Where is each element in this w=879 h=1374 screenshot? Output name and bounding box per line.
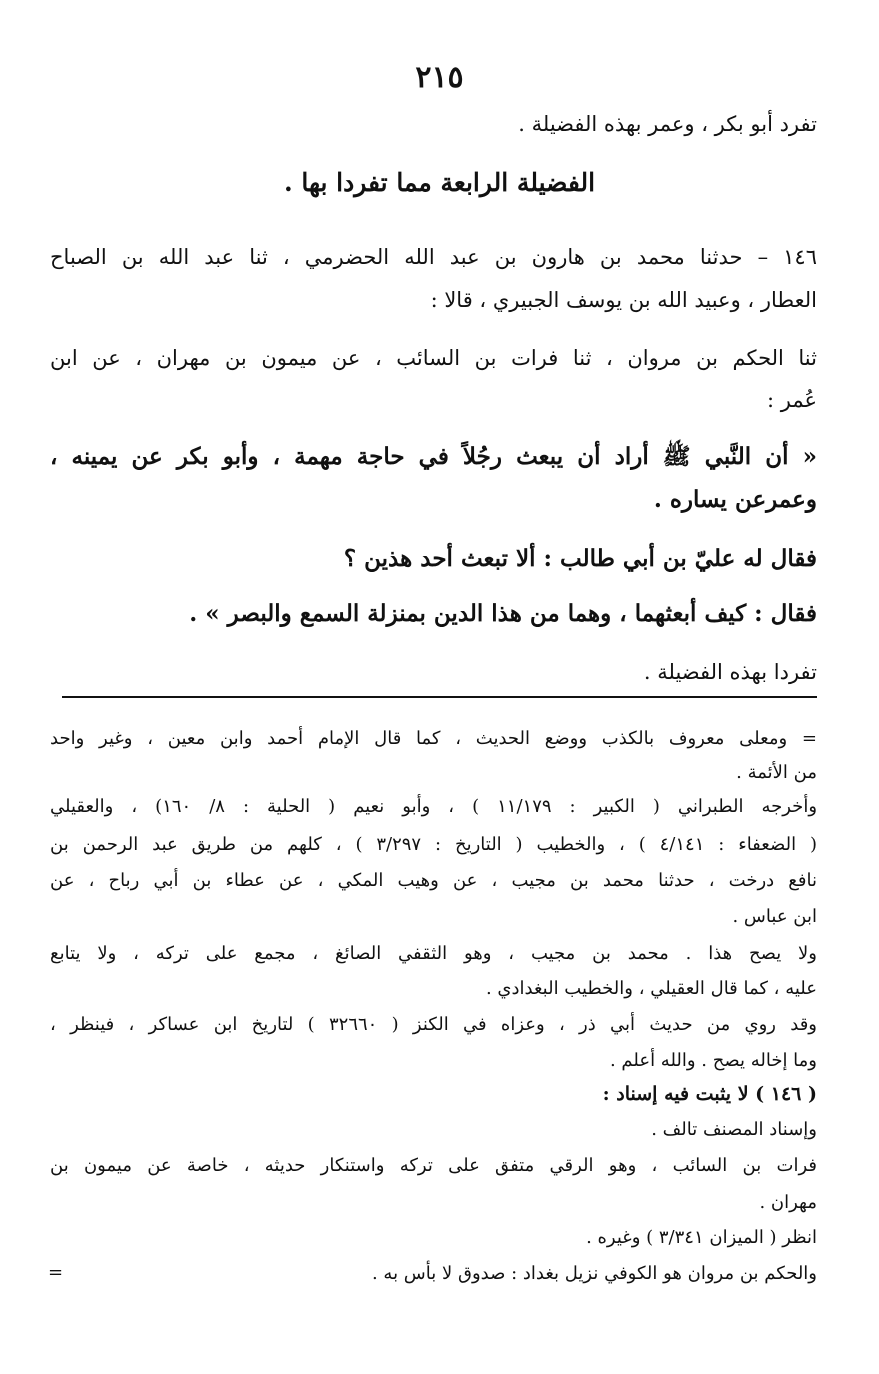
footnote-line: والحكم بن مروان هو الكوفي نزيل بغداد : صدوق لا بأس به . (371, 1263, 817, 1284)
footnote-line: = ومعلى معروف بالكذب ووضع الحديث ، كما قال الإمام أحمد وابن معين ، وغير واحد (50, 728, 817, 749)
footnote-line: نافع درخت ، حدثنا محمد بن مجيب ، عن وهيب المكي ، عن عطاء بن أبي رباح ، عن (50, 870, 817, 891)
footnote-line: ابن عباس . (732, 906, 817, 927)
text-line: العطار ، وعبيد الله بن يوسف الجبيري ، قالا : (430, 288, 817, 312)
hadith-line: فقال له عليّ بن أبي طالب : ألا تبعث أحد هذين ؟ (343, 545, 817, 572)
hadith-line: « أن النَّبي ﷺ أراد أن يبعث رجُلاً في حاجة مهمة ، وأبو بكر عن يمينه ، (50, 443, 817, 470)
text-line: عُمر : (766, 388, 817, 412)
footnote-line: انظر ( الميزان ٣/٣٤١ ) وغيره . (586, 1227, 817, 1248)
footnote-line: ( الضعفاء : ٤/١٤١ ) ، والخطيب ( التاريخ : ٣/٢٩٧ ) ، كلهم من طريق عبد الرحمن بن (50, 834, 817, 855)
footnote-line: عليه ، كما قال العقيلي ، والخطيب البغدادي . (485, 978, 817, 999)
footnote-divider (62, 696, 817, 698)
footnote-line: وما إخاله يصح . والله أعلم . (609, 1050, 817, 1071)
page-number: ٢١٥ (415, 60, 464, 95)
footnote-heading: ( ١٤٦ ) لا يثبت فيه إسناد : (602, 1083, 817, 1105)
footnote-line: مهران . (759, 1192, 817, 1213)
footnote-line: فرات بن السائب ، وهو الرقي متفق على تركه واستنكار حديثه ، خاصة عن ميمون بن (50, 1155, 817, 1176)
footnote-line: وأخرجه الطبراني ( الكبير : ١١/١٧٩ ) ، وأبو نعيم ( الحلية : ٨/ ١٦٠) ، والعقيلي (50, 796, 818, 817)
section-heading: الفضيلة الرابعة مما تفردا بها . (283, 168, 596, 197)
text-line: ١٤٦ – حدثنا محمد بن هارون بن عبد الله الحضرمي ، ثنا عبد الله بن الصباح (50, 245, 817, 269)
footnote-line: ولا يصح هذا . محمد بن مجيب ، وهو الثقفي الصائغ ، مجمع على تركه ، ولا يتابع (50, 943, 817, 964)
footnote-line: وإسناد المصنف تالف . (651, 1119, 817, 1140)
text-line: تفرد أبو بكر ، وعمر بهذه الفضيلة . (518, 112, 817, 136)
continuation-mark: = (48, 1262, 64, 1283)
footnote-line: من الأئمة . (736, 762, 817, 783)
closing-line: تفردا بهذه الفضيلة . (643, 660, 817, 684)
hadith-line: فقال : كيف أبعثهما ، وهما من هذا الدين بمنزلة السمع والبصر » . (189, 600, 817, 627)
hadith-line: وعمرعن يساره . (653, 486, 817, 513)
footnote-line: وقد روي من حديث أبي ذر ، وعزاه في الكنز ( ٣٢٦٦٠ ) لتاريخ ابن عساكر ، فينظر ، (50, 1014, 817, 1035)
text-line: ثنا الحكم بن مروان ، ثنا فرات بن السائب ، عن ميمون بن مهران ، عن ابن (50, 346, 817, 370)
